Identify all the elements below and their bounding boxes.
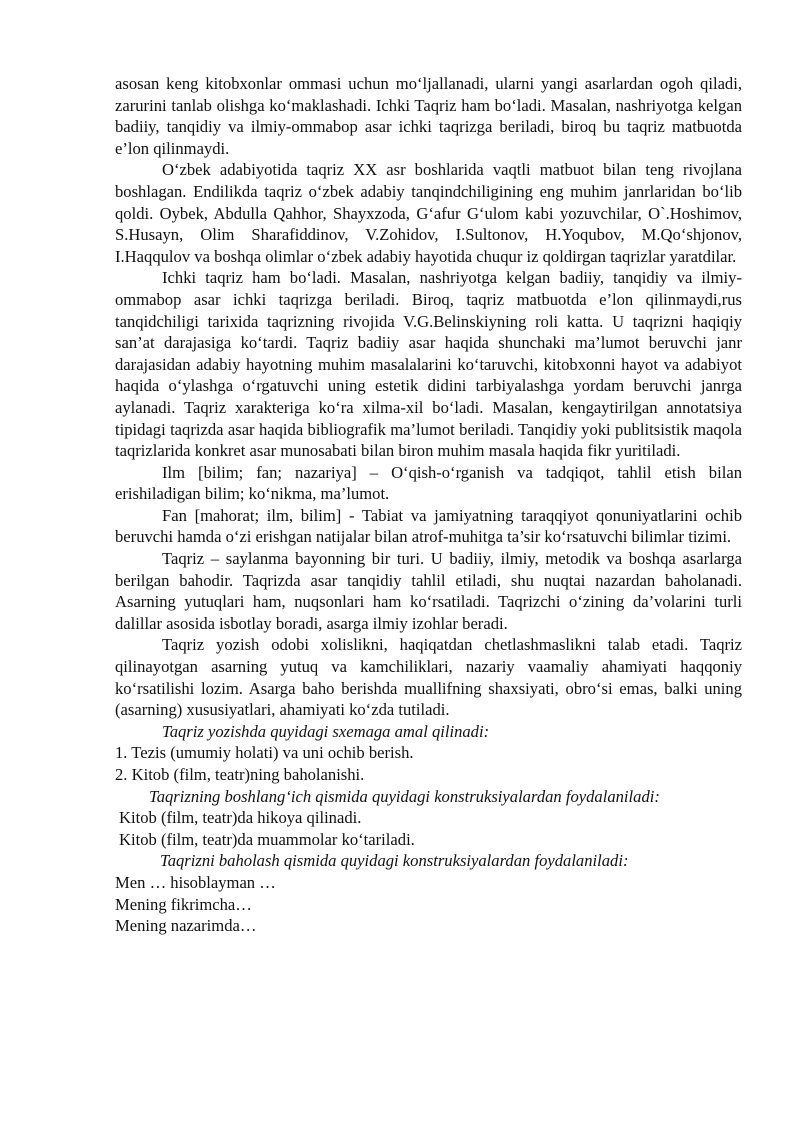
- paragraph-5: Fan [mahorat; ilm, bilim] - Tabiat va jamiyatning taraqqiyot qonuniyatlarini ochib beruvchi hamda o‘zi erishgan natijalar bilan atrof-muhitga ta’sir ko‘rsatuvchi bilimlar tizimi.: [115, 505, 742, 547]
- scheme-item-2: 2. Kitob (film, teatr)ning baholanishi.: [115, 765, 365, 784]
- paragraph-6: Taqriz – saylanma bayonning bir turi. U badiiy, ilmiy, metodik va boshqa asarlarga berilgan bahodir. Taqrizda asar tanqidiy tahlil etiladi, shu nuqtai nazardan baholanadi. Asarning yutuqlari ham, nuqsonlari ham ko‘rsatiladi. Taqrizchi o‘zining da’volarini turli dalillar asosida isbotlay boradi, asarga ilmiy izohlar beradi.: [115, 549, 742, 633]
- intro-item-1: Kitob (film, teatr)da hikoya qilinadi.: [119, 808, 362, 828]
- scheme-item-1: 1. Tezis (umumiy holati) va uni ochib berish.: [115, 743, 414, 763]
- scheme-heading: Taqriz yozishda quyidagi sxemaga amal qilinadi:: [162, 721, 490, 741]
- evaluation-section-heading: Taqrizni baholash qismida quyidagi konstruksiyalardan foydalaniladi:: [160, 851, 629, 871]
- paragraph-1: asosan keng kitobxonlar ommasi uchun mo‘ljallanadi, ularni yangi asarlardan ogoh qiladi, zarurini tanlab olishga ko‘maklashadi. Ichki Taqriz ham bo‘ladi. Masalan, nashriyotga kelgan badiiy, tanqidiy va ilmiy-ommabop asar ichki taqrizga beriladi, biroq bu taqriz matbuotda e’lon qilinmaydi.: [115, 74, 742, 158]
- paragraph-4: Ilm [bilim; fan; nazariya] – O‘qish-o‘rganish va tadqiqot, tahlil etish bilan erishiladigan bilim; ko‘nikma, ma’lumot.: [115, 462, 742, 504]
- document-page: [115, 73, 742, 937]
- paragraph-2: O‘zbek adabiyotida taqriz XX asr boshlarida vaqtli matbuot bilan teng rivojlana boshlagan. Endilikda taqriz o‘zbek adabiy tanqindchiligining eng muhim janrlaridan bo‘lib qoldi. Oybek, Abdulla Qahhor, Shayxzoda, G‘afur G‘ulom kabi yozuvchilar, O`.Hoshimov, S.Husayn, Olim Sharafiddinov, V.Zohidov, I.Sultonov, H.Yoqubov, M.Qo‘shjonov, I.Haqqulov va boshqa olimlar o‘zbek adabiy hayotida chuqur iz qoldirgan taqrizlar yaratdilar.: [115, 160, 742, 266]
- intro-item-2: Kitob (film, teatr)da muammolar ko‘tariladi.: [119, 829, 415, 849]
- evaluation-item-2: Mening fikrimcha…: [115, 894, 252, 914]
- paragraph-7: Taqriz yozish odobi xolislikni, haqiqatdan chetlashmaslikni talab etadi. Taqriz qilinayotgan asarning yutuq va kamchiliklari, nazariy vaamaliy ahamiyati haqqoniy ko‘rsatilishi lozim. Asarga baho berishda muallifning shaxsiyati, obro‘si emas, balki uning (asarning) xususiyatlari, ahamiyati ko‘zda tutiladi.: [115, 635, 742, 720]
- intro-section-heading: Taqrizning boshlang‘ich qismida quyidagi konstruksiyalardan foydalaniladi:: [149, 786, 660, 806]
- evaluation-item-1: Men … hisoblayman …: [115, 872, 276, 892]
- paragraph-3: Ichki taqriz ham bo‘ladi. Masalan, nashriyotga kelgan badiiy, tanqidiy va ilmiy-ommabop asar ichki taqrizga beriladi. Biroq, taqriz matbuotda e’lon qilinmaydi,rus tanqidchiligi tarixida taqrizning rivojida V.G.Belinskiyning roli katta. U taqrizni haqiqiy san’at darajasiga ko‘tardi. Taqriz badiiy asar haqida shunchaki ma’lumot beruvchi janr darajasidan adabiy hayotning muhim masalalarini ko‘taruvchi, kitobxonni hayot va adabiyot haqida o‘ylashga o‘rgatuvchi uning estetik didini tarbiyalashga yordam beruvchi janrga aylanadi. Taqriz xarakteriga ko‘ra xilma-xil bo‘ladi. Masalan, kengaytirilgan annotatsiya tipidagi taqrizda asar haqida bibliografik ma’lumot beriladi. Tanqidiy yoki publitsistik maqola taqrizlarida konkret asar munosabati bilan biron muhim masala haqida fikr yuritiladi.: [115, 268, 742, 461]
- evaluation-item-3: Mening nazarimda…: [115, 916, 257, 936]
